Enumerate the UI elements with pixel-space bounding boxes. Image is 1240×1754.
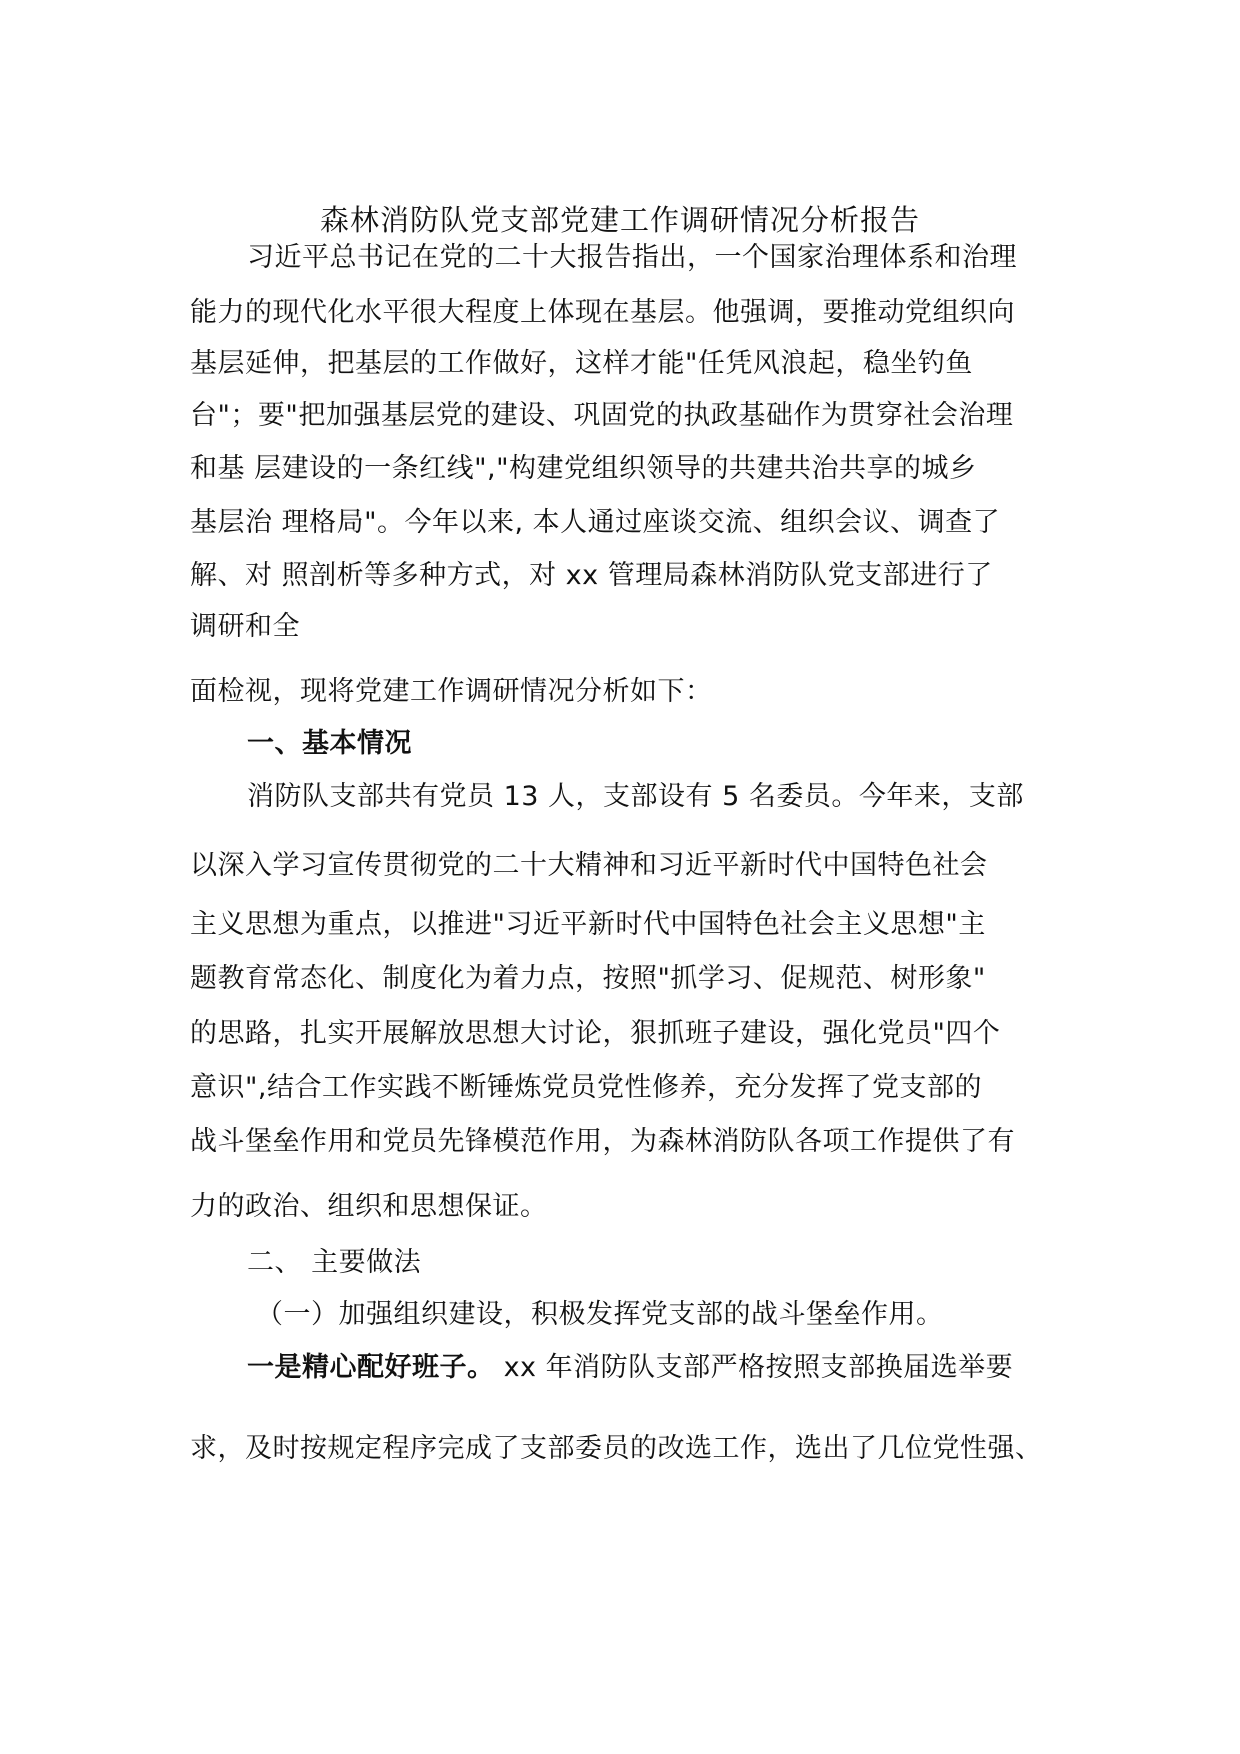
paragraph-line: 习近平总书记在党的二十大报告指出，一个国家治理体系和治理 [247, 242, 1017, 273]
paragraph-line: 意识",结合工作实践不断锤炼党员党性修养，充分发挥了党支部的 [190, 1072, 983, 1103]
section-heading-practices: 二、 主要做法 [247, 1247, 422, 1278]
section-heading-basic: 一、基本情况 [247, 728, 412, 759]
paragraph-line [247, 1350, 1013, 1386]
point-lead: 一是精心配好班子。 [247, 1352, 495, 1383]
paragraph-line: 解、对 照剖析等多种方式，对 xx 管理局森林消防队党支部进行了 [190, 560, 993, 591]
point-text: xx 年消防队支部严格按照支部换届选举要 [494, 1352, 1014, 1383]
paragraph-line: 和基 层建设的一条红线","构建党组织领导的共建共治共享的城乡 [190, 453, 977, 484]
paragraph-line: 以深入学习宣传贯彻党的二十大精神和习近平新时代中国特色社会 [190, 850, 988, 881]
paragraph-line: 战斗堡垒作用和党员先锋模范作用，为森林消防队各项工作提供了有 [190, 1126, 1015, 1157]
document-title: 森林消防队党支部党建工作调研情况分析报告 [319, 203, 920, 237]
paragraph-line: 基层延伸，把基层的工作做好，这样才能"任凭风浪起，稳坐钓鱼 [190, 348, 973, 379]
paragraph-line: 力的政治、组织和思想保证。 [190, 1191, 548, 1222]
paragraph-line: 的思路，扎实开展解放思想大讨论，狠抓班子建设，强化党员"四个 [190, 1018, 1001, 1049]
paragraph-line: 调研和全 [190, 611, 300, 642]
paragraph-line: 基层治 理格局"。今年以来, 本人通过座谈交流、组织会议、调查了 [190, 507, 1001, 538]
paragraph-line: 能力的现代化水平很大程度上体现在基层。他强调，要推动党组织向 [190, 297, 1015, 328]
paragraph-line: 消防队支部共有党员 13 人，支部设有 5 名委员。今年来，支部 [247, 781, 1024, 812]
paragraph-line: 面检视，现将党建工作调研情况分析如下： [190, 676, 713, 707]
paragraph-line: 台"；要"把加强基层党的建设、巩固党的执政基础作为贯穿社会治理 [190, 400, 1014, 431]
paragraph-line: 求，及时按规定程序完成了支部委员的改选工作，选出了几位党性强、 [190, 1433, 1043, 1464]
paragraph-line: 题教育常态化、制度化为着力点，按照"抓学习、促规范、树形象" [190, 963, 986, 994]
subsection-heading: （一）加强组织建设，积极发挥党支部的战斗堡垒作用。 [256, 1299, 944, 1330]
paragraph-line: 主义思想为重点，以推进"习近平新时代中国特色社会主义思想"主 [190, 909, 986, 940]
